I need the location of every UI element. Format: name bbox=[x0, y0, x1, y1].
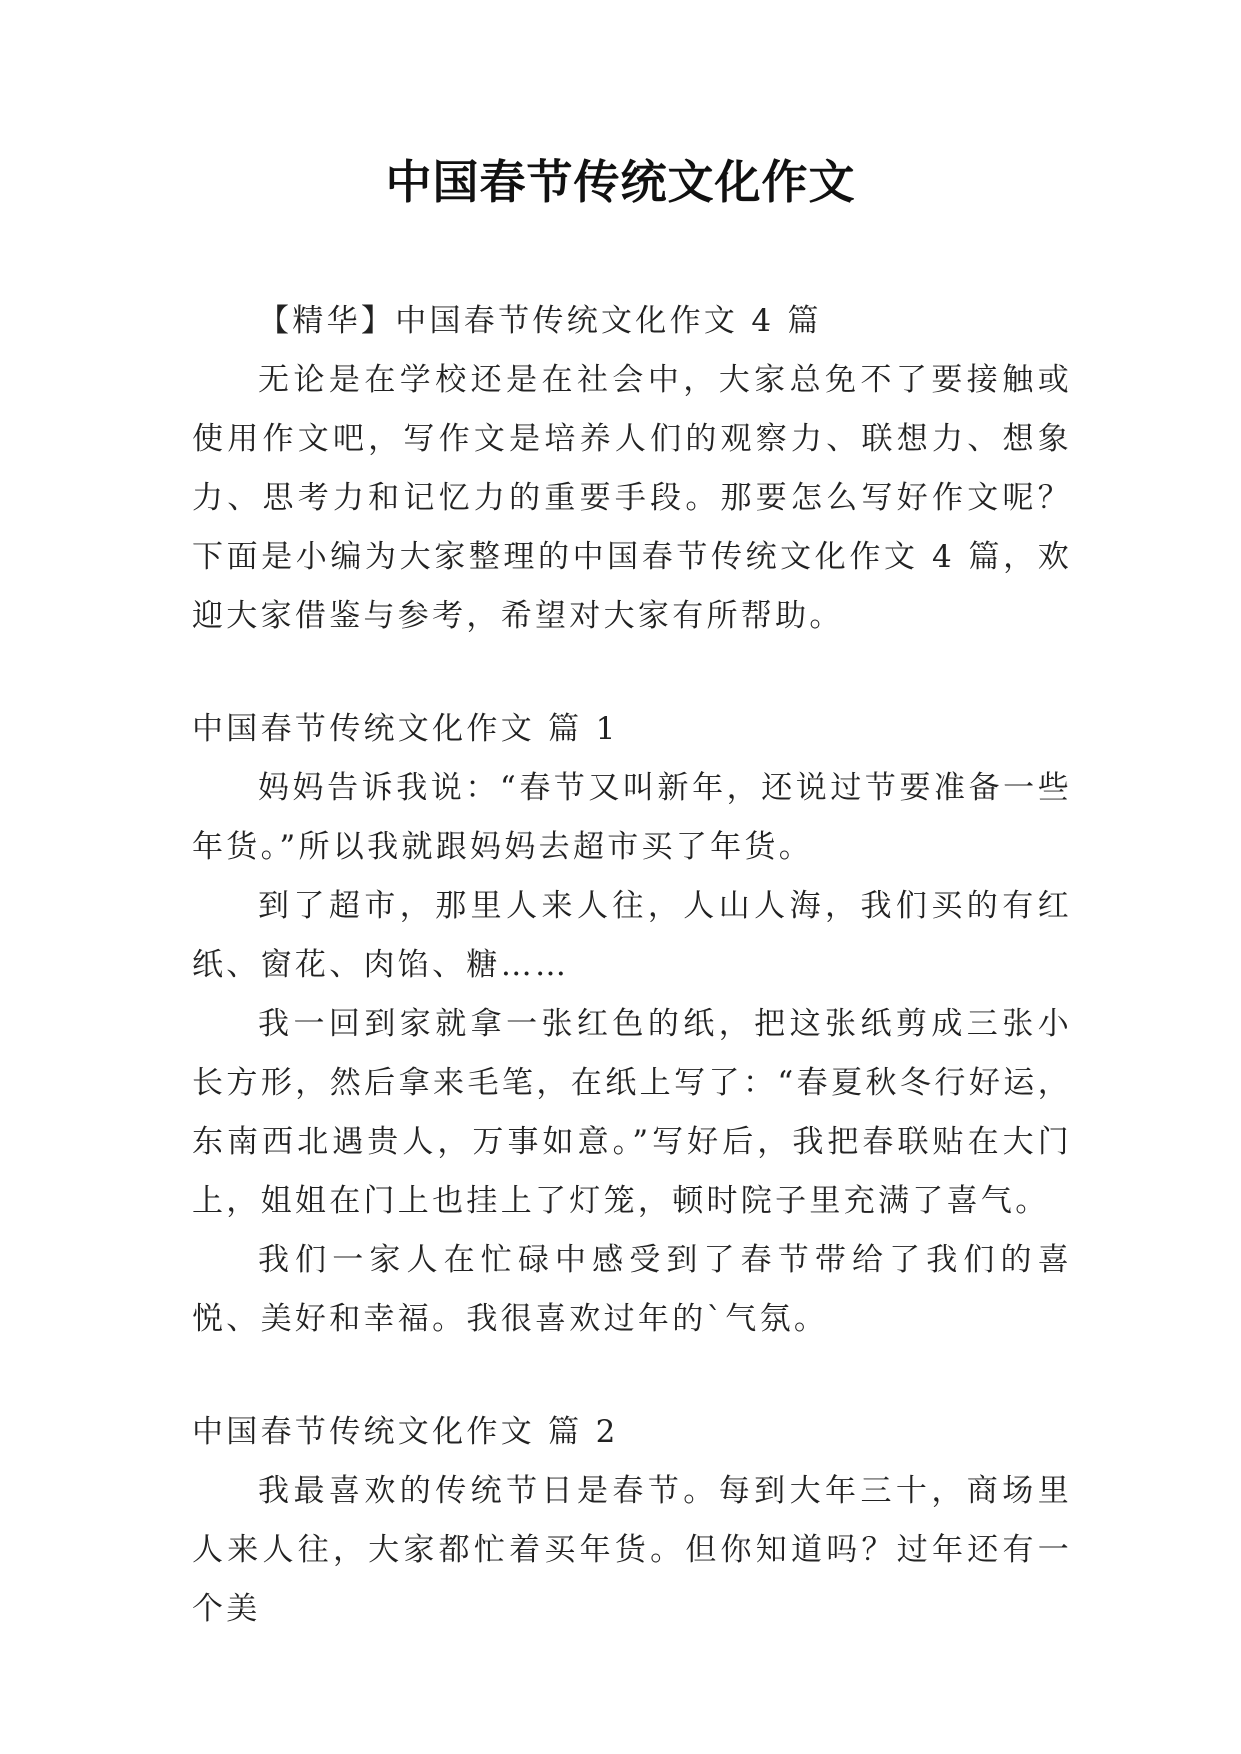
section-1-paragraph-1: 妈妈告诉我说：“春节又叫新年，还说过节要准备一些年货。”所以我就跟妈妈去超市买了年货。 bbox=[192, 770, 1072, 865]
section-1-paragraph-4: 我们一家人在忙碌中感受到了春节带给了我们的喜悦、美好和幸福。我很喜欢过年的`气氛。 bbox=[192, 1242, 1072, 1337]
document-body bbox=[192, 292, 1072, 1639]
section-heading-1: 中国春节传统文化作文 篇 1 bbox=[192, 711, 619, 747]
section-1-paragraph-3: 我一回到家就拿一张红色的纸，把这张纸剪成三张小长方形，然后拿来毛笔，在纸上写了：“春夏秋冬行好运，东南西北遇贵人，万事如意。”写好后，我把春联贴在大门上，姐姐在门上也挂上了灯笼，顿时院子里充满了喜气。 bbox=[192, 1006, 1072, 1219]
document-title: 中国春节传统文化作文 bbox=[385, 155, 856, 209]
document-subtitle: 【精华】中国春节传统文化作文 4 篇 bbox=[258, 303, 822, 339]
section-1-paragraph-2: 到了超市，那里人来人往，人山人海，我们买的有红纸、窗花、肉馅、糖…… bbox=[192, 888, 1072, 983]
section-gap bbox=[192, 646, 1072, 700]
section-heading-2: 中国春节传统文化作文 篇 2 bbox=[192, 1414, 619, 1450]
intro-paragraph: 无论是在学校还是在社会中，大家总免不了要接触或使用作文吧，写作文是培养人们的观察力、联想力、想象力、思考力和记忆力的重要手段。那要怎么写好作文呢？下面是小编为大家整理的中国春节传统文化作文 4 篇，欢迎大家借鉴与参考，希望对大家有所帮助。 bbox=[192, 362, 1072, 634]
section-2-paragraph-1: 我最喜欢的传统节日是春节。每到大年三十，商场里人来人往，大家都忙着买年货。但你知道吗？过年还有一个美 bbox=[192, 1473, 1072, 1627]
section-gap bbox=[192, 1349, 1072, 1403]
